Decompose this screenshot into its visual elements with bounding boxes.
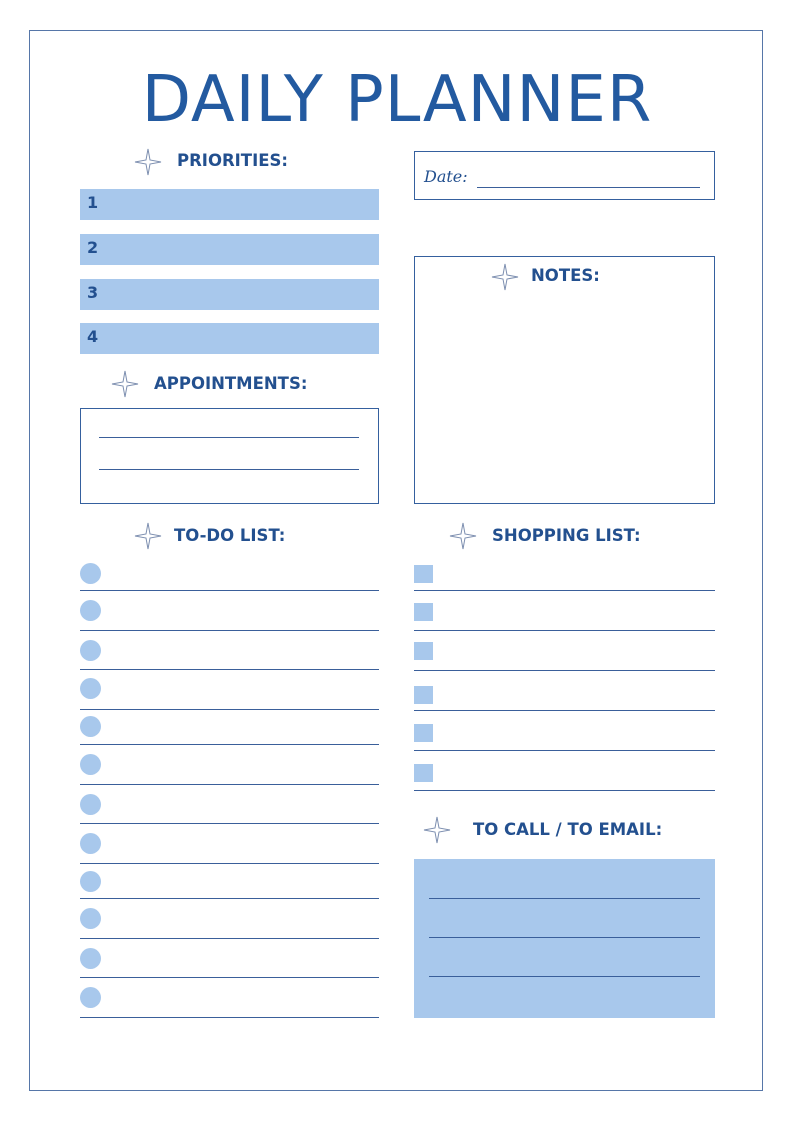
call-email-line[interactable] [429, 976, 700, 977]
priority-number: 3 [87, 283, 99, 302]
priority-number: 4 [87, 327, 99, 346]
shopping-checkbox[interactable] [414, 724, 433, 742]
todo-line[interactable] [80, 977, 379, 978]
todo-bullet[interactable] [80, 987, 101, 1008]
shopping-checkbox[interactable] [414, 686, 433, 704]
call-email-line[interactable] [429, 898, 700, 899]
appointment-line[interactable] [99, 437, 359, 438]
appointment-line[interactable] [99, 469, 359, 470]
todo-bullet[interactable] [80, 563, 101, 584]
shopping-line[interactable] [414, 590, 715, 591]
priority-row-1[interactable] [80, 189, 379, 220]
shopping-line[interactable] [414, 710, 715, 711]
notes-box[interactable] [414, 256, 715, 504]
todo-bullet[interactable] [80, 794, 101, 815]
shopping-line[interactable] [414, 630, 715, 631]
shopping-line[interactable] [414, 790, 715, 791]
todo-bullet[interactable] [80, 948, 101, 969]
shopping-line[interactable] [414, 750, 715, 751]
call-email-box [414, 859, 715, 1018]
shopping-checkbox[interactable] [414, 642, 433, 660]
todo-bullet[interactable] [80, 716, 101, 737]
sparkle-star-icon [491, 263, 519, 291]
shopping-heading: SHOPPING LIST: [492, 526, 641, 545]
todo-heading: TO-DO LIST: [174, 526, 286, 545]
todo-bullet[interactable] [80, 678, 101, 699]
todo-line[interactable] [80, 898, 379, 899]
page-title: DAILY PLANNER [141, 63, 653, 137]
todo-bullet[interactable] [80, 908, 101, 929]
date-label: Date: [424, 167, 468, 186]
call-email-heading: TO CALL / TO EMAIL: [473, 820, 663, 839]
todo-line[interactable] [80, 938, 379, 939]
todo-line[interactable] [80, 590, 379, 591]
todo-bullet[interactable] [80, 871, 101, 892]
todo-line[interactable] [80, 863, 379, 864]
todo-bullet[interactable] [80, 754, 101, 775]
todo-bullet[interactable] [80, 833, 101, 854]
todo-line[interactable] [80, 823, 379, 824]
appointments-heading: APPOINTMENTS: [154, 374, 308, 393]
priority-number: 2 [87, 238, 99, 257]
priorities-heading: PRIORITIES: [177, 151, 288, 170]
todo-line[interactable] [80, 1017, 379, 1018]
notes-heading: NOTES: [531, 266, 600, 285]
todo-line[interactable] [80, 784, 379, 785]
todo-line[interactable] [80, 744, 379, 745]
priority-row-4[interactable] [80, 323, 379, 354]
priority-row-2[interactable] [80, 234, 379, 265]
sparkle-star-icon [449, 522, 477, 550]
appointments-box [80, 408, 379, 504]
todo-bullet[interactable] [80, 600, 101, 621]
todo-line[interactable] [80, 630, 379, 631]
shopping-checkbox[interactable] [414, 565, 433, 583]
sparkle-star-icon [134, 148, 162, 176]
shopping-line[interactable] [414, 670, 715, 671]
priority-number: 1 [87, 193, 99, 212]
sparkle-star-icon [111, 370, 139, 398]
todo-line[interactable] [80, 669, 379, 670]
shopping-checkbox[interactable] [414, 764, 433, 782]
shopping-checkbox[interactable] [414, 603, 433, 621]
todo-bullet[interactable] [80, 640, 101, 661]
sparkle-star-icon [423, 816, 451, 844]
date-input-line[interactable] [477, 187, 700, 188]
call-email-line[interactable] [429, 937, 700, 938]
sparkle-star-icon [134, 522, 162, 550]
priority-row-3[interactable] [80, 279, 379, 310]
todo-line[interactable] [80, 709, 379, 710]
